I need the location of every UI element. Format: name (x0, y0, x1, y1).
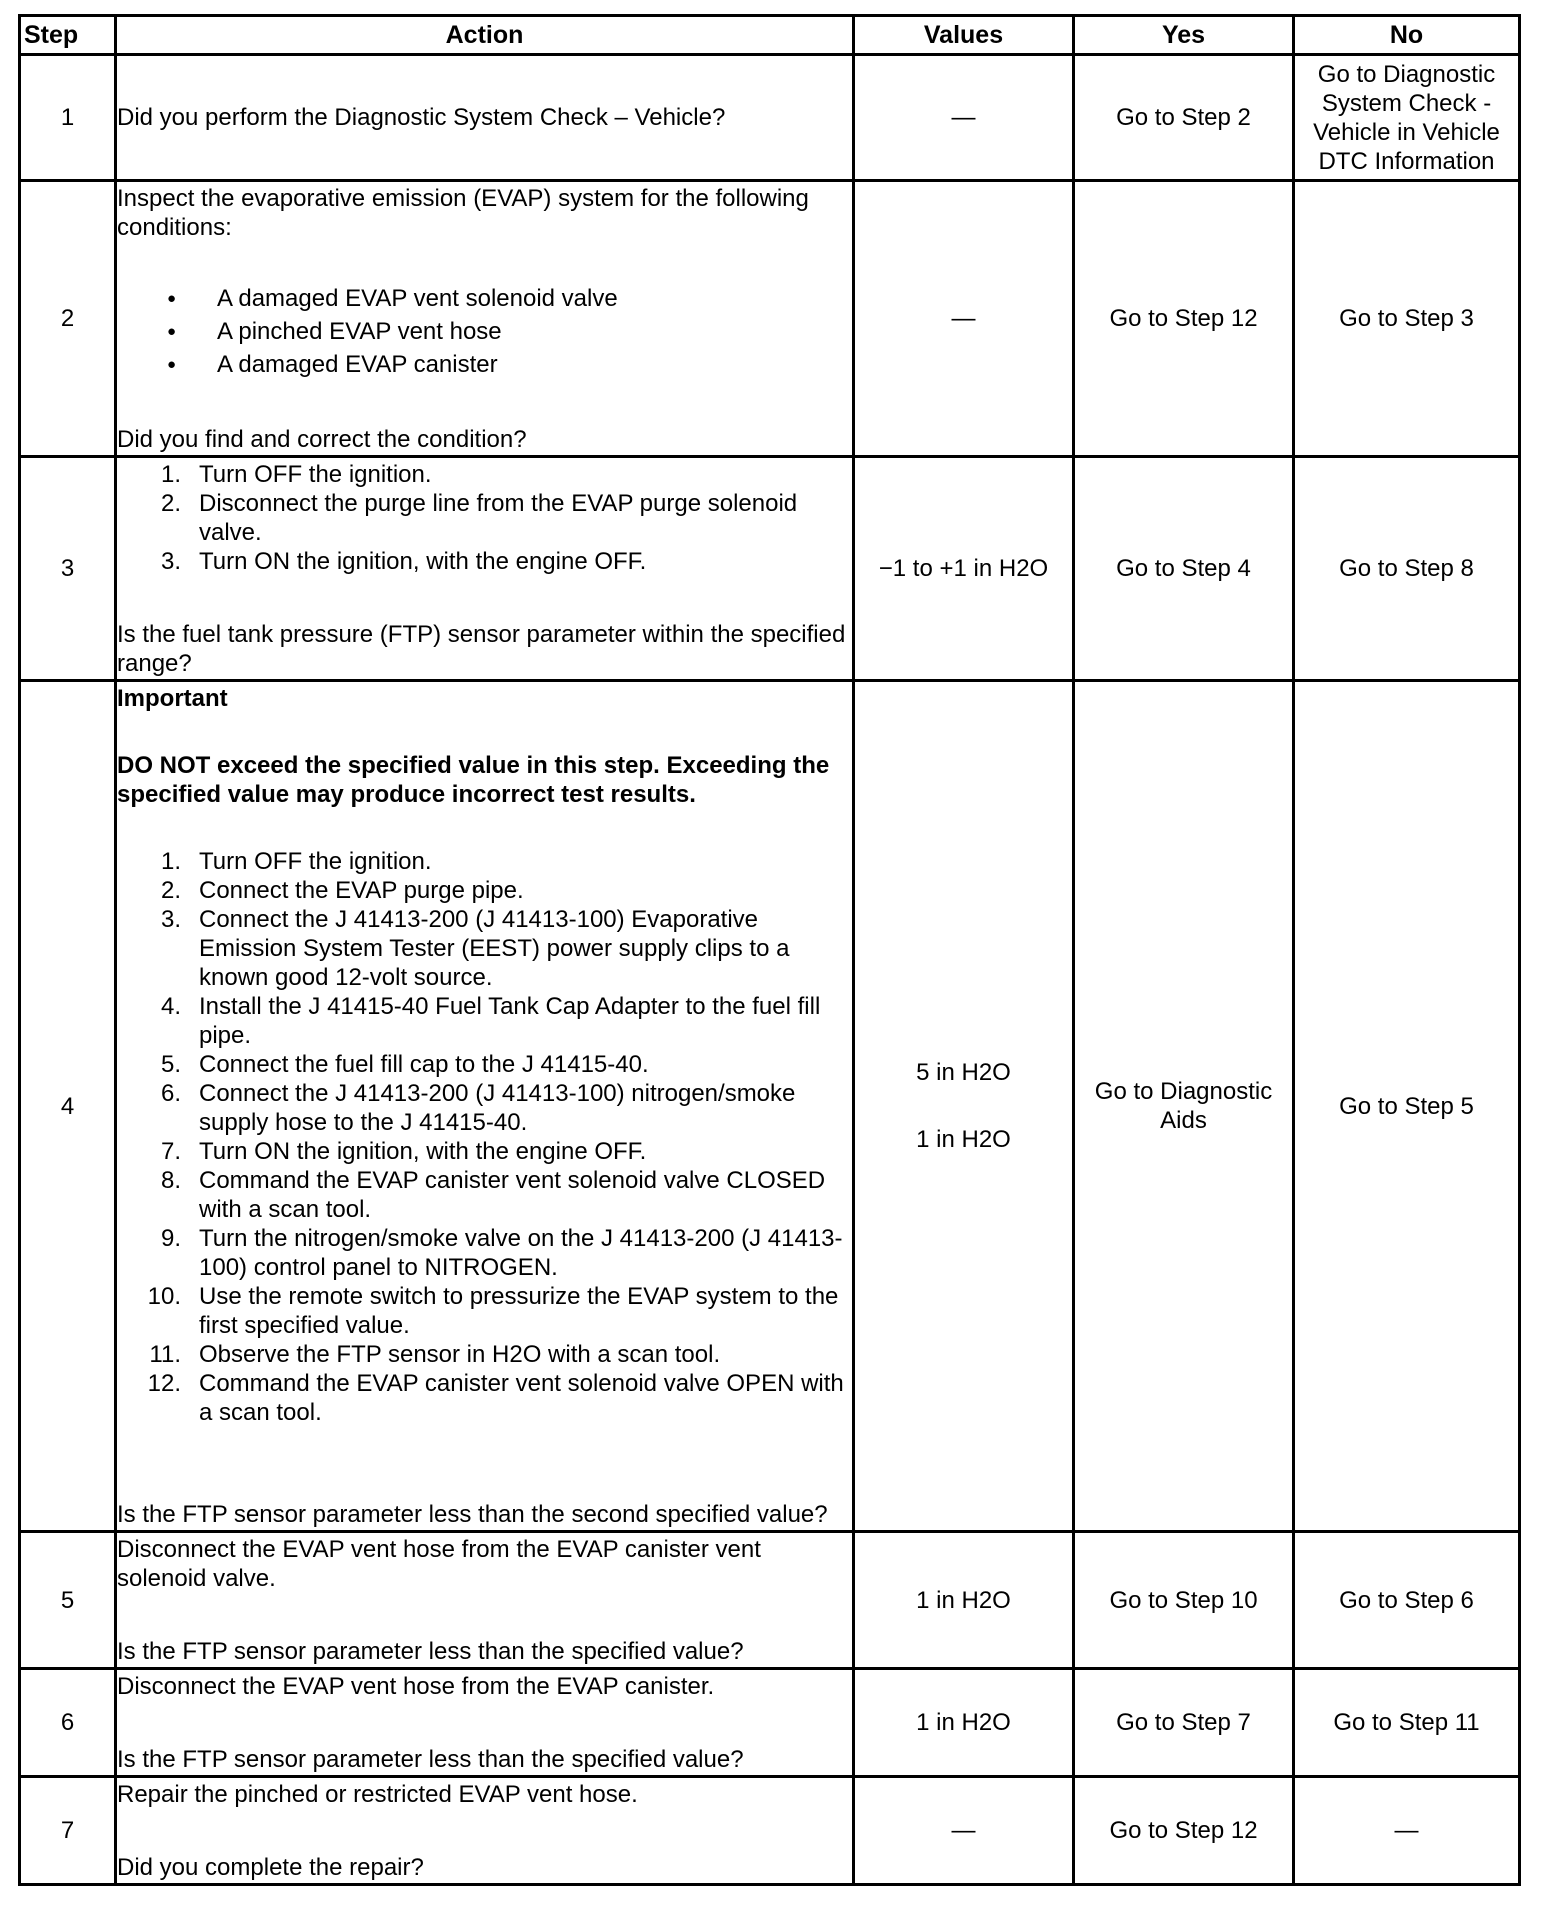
yes-line: Go to Diagnostic (1094, 1078, 1273, 1105)
no-cell (1294, 55, 1520, 181)
list-item: 1. Turn OFF the ignition. (160, 460, 432, 488)
header-no: No (1294, 16, 1520, 55)
no-line: Vehicle in Vehicle (1313, 118, 1500, 146)
list-item: ● A damaged EVAP vent solenoid valve (117, 282, 852, 315)
list-item: ● A damaged EVAP canister (117, 348, 852, 381)
step-number: 6 (20, 1669, 116, 1777)
header-step: Step (20, 16, 116, 55)
table-row (20, 1532, 1520, 1669)
action-cell (116, 1777, 854, 1885)
no-line: DTC Information (1318, 147, 1495, 175)
condition-list (117, 282, 852, 381)
list-item: 10. Use the remote switch to pressurize the EVAP system to the first specified value. (147, 1282, 839, 1339)
yes-cell: Go to Step 12 (1074, 181, 1294, 457)
list-item: 2. Disconnect the purge line from the EVAP purge solenoid valve. (160, 489, 798, 546)
value-cell: 1 in H2O (854, 1532, 1074, 1669)
question-text: Is the FTP sensor parameter less than the second specified value? (117, 1500, 828, 1528)
intro-text: Repair the pinched or restricted EVAP vent hose. (117, 1780, 638, 1808)
action-cell (116, 181, 854, 457)
list-item: ● A pinched EVAP vent hose (117, 315, 852, 348)
yes-cell: Go to Step 12 (1074, 1777, 1294, 1885)
action-cell (116, 1532, 854, 1669)
intro-text: Inspect the evaporative emission (EVAP) system for the following conditions: (117, 184, 809, 241)
value-second: 1 in H2O (916, 1126, 1011, 1153)
list-item: 4. Install the J 41415-40 Fuel Tank Cap Adapter to the fuel fill pipe. (160, 992, 821, 1049)
question-text: Is the FTP sensor parameter less than the specified value? (117, 1745, 744, 1773)
list-item: 2. Connect the EVAP purge pipe. (160, 876, 524, 904)
list-item: 7. Turn ON the ignition, with the engine OFF. (160, 1137, 647, 1165)
table-row (20, 1669, 1520, 1777)
yes-cell (1074, 681, 1294, 1532)
yes-cell: Go to Step 4 (1074, 457, 1294, 681)
no-cell: Go to Step 3 (1294, 181, 1520, 457)
no-line: Go to Diagnostic (1317, 60, 1496, 88)
action-cell (116, 681, 854, 1532)
yes-cell: Go to Step 2 (1074, 55, 1294, 181)
step-number: 2 (20, 181, 116, 457)
no-cell: Go to Step 8 (1294, 457, 1520, 681)
list-item: 5. Connect the fuel fill cap to the J 41415-40. (160, 1050, 649, 1078)
no-cell: Go to Step 6 (1294, 1532, 1520, 1669)
list-item: 3. Connect the J 41413-200 (J 41413-100) Evaporative Emission System Tester (EEST) power supply clips to a known good 12-volt source. (160, 905, 790, 991)
question-text: Did you find and correct the condition? (117, 425, 527, 453)
step-number: 5 (20, 1532, 116, 1669)
question-text: Did you perform the Diagnostic System Check – Vehicle? (117, 104, 726, 131)
diagnostic-table (18, 14, 1521, 1886)
intro-text: Disconnect the EVAP vent hose from the EVAP canister. (117, 1672, 715, 1700)
step-number: 3 (20, 457, 116, 681)
step-number: 1 (20, 55, 116, 181)
action-cell (116, 1669, 854, 1777)
no-cell: — (1294, 1777, 1520, 1885)
value-cell: −1 to +1 in H2O (854, 457, 1074, 681)
question-text: Did you complete the repair? (117, 1853, 424, 1881)
important-text: DO NOT exceed the specified value in this step. Exceeding the specified value may produce incorrect test results. (117, 751, 830, 808)
no-cell: Go to Step 5 (1294, 681, 1520, 1532)
table-row (20, 181, 1520, 457)
procedure-list (117, 847, 852, 1427)
procedure-list (117, 460, 852, 576)
value-cell: — (854, 181, 1074, 457)
step-number: 7 (20, 1777, 116, 1885)
yes-cell: Go to Step 7 (1074, 1669, 1294, 1777)
header-row (20, 16, 1520, 55)
value-first: 5 in H2O (916, 1059, 1011, 1086)
table-row (20, 55, 1520, 181)
yes-cell: Go to Step 10 (1074, 1532, 1294, 1669)
list-item: 1. Turn OFF the ignition. (160, 847, 432, 875)
list-item: 8. Command the EVAP canister vent solenoid valve CLOSED with a scan tool. (160, 1166, 826, 1223)
table-row (20, 457, 1520, 681)
list-item: 11. Observe the FTP sensor in H2O with a scan tool. (149, 1340, 721, 1368)
value-cell: — (854, 1777, 1074, 1885)
table-row (20, 681, 1520, 1532)
header-yes: Yes (1074, 16, 1294, 55)
value-cell: — (854, 55, 1074, 181)
yes-line: Aids (1160, 1107, 1207, 1134)
action-cell (116, 55, 854, 181)
value-cell (854, 681, 1074, 1532)
list-item: 12. Command the EVAP canister vent solenoid valve OPEN with a scan tool. (147, 1369, 844, 1426)
header-values: Values (854, 16, 1074, 55)
question-text: Is the FTP sensor parameter less than the specified value? (117, 1637, 744, 1665)
intro-text: Disconnect the EVAP vent hose from the EVAP canister vent solenoid valve. (117, 1535, 761, 1592)
list-item: 3. Turn ON the ignition, with the engine OFF. (160, 547, 647, 575)
important-title: Important (117, 684, 228, 712)
no-cell: Go to Step 11 (1294, 1669, 1520, 1777)
question-text: Is the fuel tank pressure (FTP) sensor parameter within the specified range? (117, 620, 846, 677)
list-item: 9. Turn the nitrogen/smoke valve on the J 41413-200 (J 41413-100) control panel to NITROGEN. (160, 1224, 843, 1281)
step-number: 4 (20, 681, 116, 1532)
action-cell (116, 457, 854, 681)
value-cell: 1 in H2O (854, 1669, 1074, 1777)
table-row (20, 1777, 1520, 1885)
header-action: Action (116, 16, 854, 55)
list-item: 6. Connect the J 41413-200 (J 41413-100) nitrogen/smoke supply hose to the J 41415-40. (160, 1079, 796, 1136)
no-line: System Check - (1321, 89, 1492, 117)
